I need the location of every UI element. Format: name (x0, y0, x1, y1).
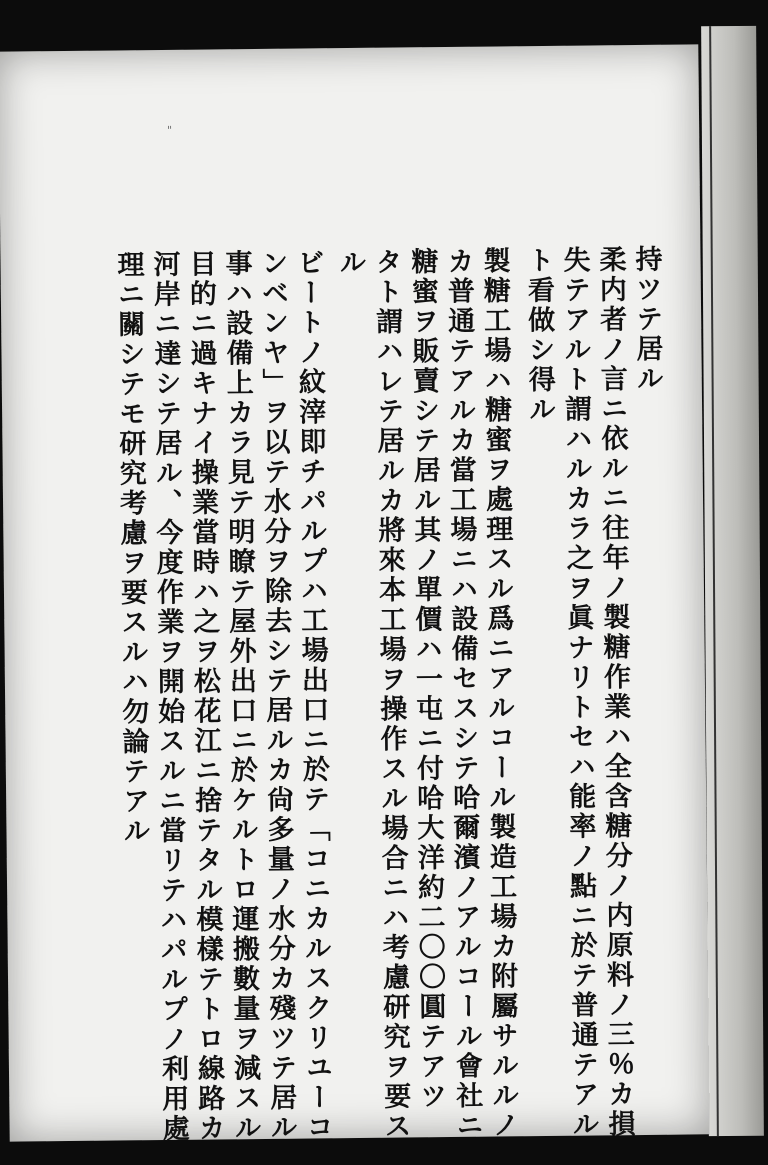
text-column-7: 糖蜜ヲ販賣シテ居ル其ノ單價ハ一屯ニ付哈大洋約二〇〇圓テアツ (406, 247, 447, 1112)
text-column-8: タト謂ハレテ居ルカ將來本工場ヲ操作スル場合ニハ考慮研究ヲ要ス (370, 247, 411, 1142)
text-column-15: 理ニ關シテモ研究考慮ヲ要スルハ勿論テアル (112, 250, 150, 847)
vertical-text-body (0, 44, 710, 1145)
text-column-3: 失テアルト謂ハルカラ之ヲ眞ナリトセハ能率ノ點ニ於テ普通テアル (558, 245, 599, 1140)
text-column-6: カ普通テアルカ當工場ニハ設備セスシテ哈爾濱ノアルコール會社ニ (442, 246, 483, 1142)
adjacent-page-edge (701, 26, 764, 1136)
text-column-12: 事ハ設備上カラ見テ明瞭テ屋外出口ニ於ケルトロ運搬數量ヲ減スル (220, 249, 261, 1144)
text-column-2: 柔内者ノ言ニ依ルニ往年ノ製糖作業ハ全含糖分ノ内原料ノ三％カ損 (594, 245, 635, 1140)
text-column-14: 河岸ニ達シテ居ル、今度作業ヲ開始スルニ當リテハパルプノ利用處 (148, 249, 189, 1145)
text-column-10: ビートノ紋滓即チパルプハ工場出口ニ於テ「コニカルスクリユーコ (292, 248, 333, 1143)
text-column-5: 製糖工場ハ糖蜜ヲ處理スル爲ニアルコール製造工場カ附屬サルルノ (478, 246, 519, 1141)
text-column-1: 持ツテ居ル (630, 244, 663, 395)
document-page (0, 44, 710, 1145)
text-column-9: ル (334, 247, 366, 278)
page-mark: " (167, 123, 173, 137)
text-column-13: 目的ニ過キナイ操業當時ハ之ヲ松花江ニ捨テタル模樣テトロ線路カ (184, 249, 225, 1144)
text-column-4: ト看做シ得ル (522, 245, 556, 426)
text-column-11: ンベンヤ」ヲ以テ水分ヲ除去シテ居ルカ尙多量ノ水分カ殘ツテ居ル (256, 248, 297, 1143)
